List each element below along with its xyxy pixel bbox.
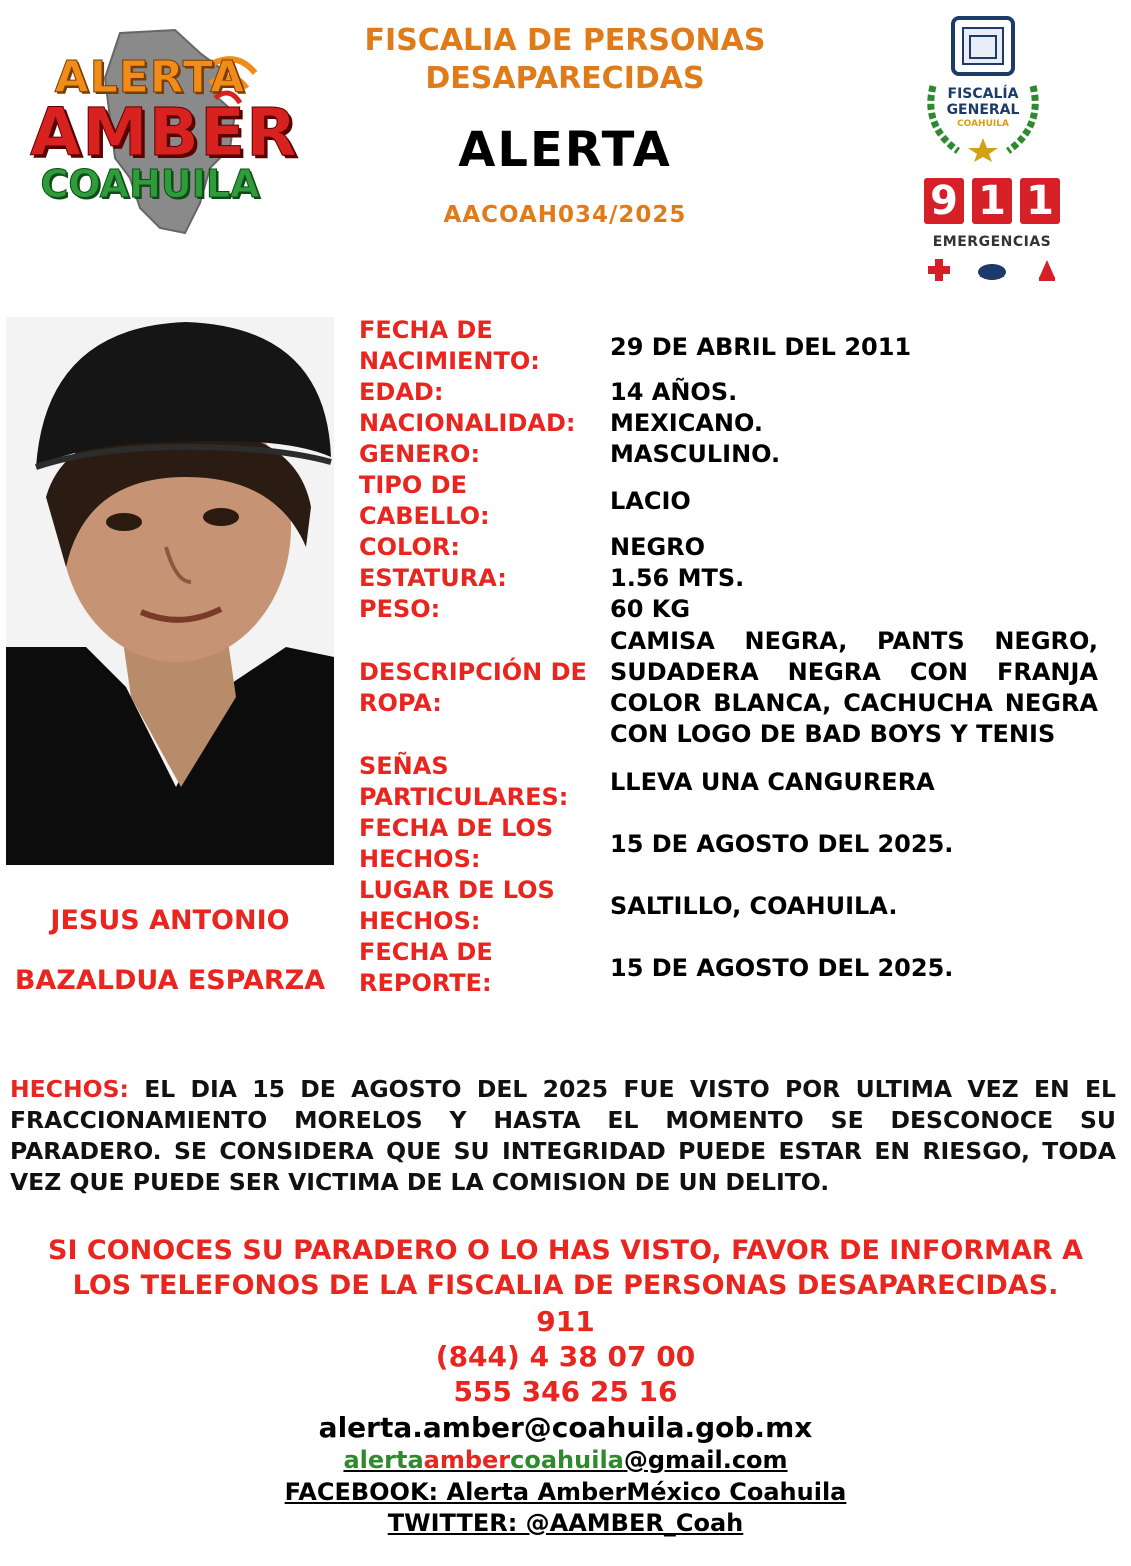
label-line: TIPO DE [359, 471, 467, 499]
digit-1b: 1 [1020, 178, 1060, 224]
gmail-part-coahuila: coahuila [510, 1446, 624, 1474]
field-value-tipo-cabello: LACIO [610, 487, 691, 515]
label-line: NACIMIENTO: [359, 347, 540, 375]
label-line: PARTICULARES: [359, 783, 569, 811]
amber-logo-alerta-text: ALERTA [54, 52, 246, 103]
call-to-action [20, 1233, 1111, 1303]
field-label-lugar-hechos [359, 875, 599, 937]
facebook-label: FACEBOOK [284, 1478, 429, 1506]
alerta-amber-coahuila-logo [30, 28, 298, 238]
alert-title: ALERTA [458, 122, 672, 178]
phone-911: 911 [536, 1305, 595, 1338]
police-cap-icon [978, 264, 1006, 280]
field-value-genero: MASCULINO. [610, 440, 781, 468]
gmail-part-alerta: alerta [343, 1446, 424, 1474]
field-label-edad: EDAD: [359, 378, 444, 406]
field-value-descripcion-ropa: CAMISA NEGRA, PANTS NEGRO, SUDADERA NEGRA CON FRANJA COLOR BLANCA, CACHUCHA NEGRA CON LOGO DE BAD BOYS Y TENIS [610, 627, 1098, 748]
field-label-fecha-nacimiento [359, 315, 599, 377]
organization-title-line1: FISCALIA DE PERSONAS [364, 23, 766, 58]
label-line: LUGAR DE LOS [359, 876, 555, 904]
hechos-label: HECHOS: [10, 1075, 129, 1103]
organization-title [300, 22, 830, 98]
emergencias-label: EMERGENCIAS [932, 234, 1052, 250]
field-value-fecha-hechos: 15 DE AGOSTO DEL 2025. [610, 830, 954, 858]
facebook-value: : Alerta AmberMéxico Coahuila [428, 1478, 847, 1506]
missing-person-photo [6, 317, 334, 865]
field-value-lugar-hechos: SALTILLO, COAHUILA. [610, 892, 898, 920]
label-line: CABELLO: [359, 502, 490, 530]
field-value-estatura: 1.56 MTS. [610, 564, 745, 592]
label-line: HECHOS: [359, 845, 481, 873]
person-name-line2: BAZALDUA ESPARZA [14, 965, 326, 996]
seal-coahuila-text: COAHUILA [957, 119, 1009, 129]
field-label-descripcion-ropa [359, 657, 599, 719]
field-label-estatura: ESTATURA: [359, 564, 507, 592]
label-line: FECHA DE LOS [359, 814, 554, 842]
field-label-senas-particulares [359, 751, 599, 813]
phone-fiscalia: (844) 4 38 07 00 [435, 1340, 696, 1373]
field-label-tipo-cabello [359, 470, 599, 532]
label-line: HECHOS: [359, 907, 481, 935]
digit-1a: 1 [972, 178, 1012, 224]
person-name-line1: JESUS ANTONIO [50, 905, 290, 936]
twitter-link[interactable]: TWITTER: @AAMBER_Coah [387, 1509, 744, 1537]
cta-line1: SI CONOCES SU PARADERO O LO HAS VISTO, FAVOR DE INFORMAR A [48, 1235, 1083, 1266]
fiscalia-general-seal [918, 16, 1048, 162]
hechos-text: EL DIA 15 DE AGOSTO DEL 2025 FUE VISTO POR ULTIMA VEZ EN EL FRACCIONAMIENTO MORELOS Y HASTA EL MOMENTO SE DESCONOCE SU PARADERO. SE CONSIDERA QUE SU INTEGRIDAD PUEDE ESTAR EN RIESGO, TODA VEZ QUE PUEDE SER VICTIMA DE LA COMISION DE UN DELITO. [10, 1075, 1116, 1194]
label-line: ROPA: [359, 689, 442, 717]
field-value-nacionalidad: MEXICANO. [610, 409, 763, 437]
field-value-color: NEGRO [610, 533, 706, 561]
field-value-peso: 60 KG [610, 595, 691, 623]
label-line: REPORTE: [359, 969, 492, 997]
field-label-genero: GENERO: [359, 440, 481, 468]
facebook-link[interactable] [200, 1478, 931, 1506]
organization-title-line2: DESAPARECIDAS [425, 61, 705, 96]
amber-logo-amber-text: AMBER [30, 94, 298, 171]
alert-code: AACOAH034/2025 [443, 202, 687, 228]
email-gmail-link[interactable] [200, 1446, 931, 1474]
seal-general-text: GENERAL [946, 102, 1020, 118]
digit-9: 9 [924, 178, 964, 224]
field-label-color: COLOR: [359, 533, 460, 561]
seal-fiscalia-text: FISCALÍA [947, 86, 1019, 102]
field-label-peso: PESO: [359, 595, 441, 623]
field-value-senas-particulares: LLEVA UNA CANGURERA [610, 768, 935, 796]
field-label-nacionalidad: NACIONALIDAD: [359, 409, 576, 437]
emergency-icons [922, 256, 1062, 282]
field-label-fecha-reporte [359, 937, 599, 999]
gmail-part-domain: @gmail.com [623, 1446, 788, 1474]
gmail-part-amber: amber [423, 1446, 511, 1474]
email-official[interactable]: alerta.amber@coahuila.gob.mx [318, 1411, 813, 1444]
label-line: SEÑAS [359, 752, 449, 780]
hechos-paragraph [10, 1074, 1116, 1194]
label-line: DESCRIPCIÓN DE [359, 658, 587, 686]
field-value-fecha-reporte: 15 DE AGOSTO DEL 2025. [610, 954, 954, 982]
label-line: FECHA DE [359, 316, 493, 344]
emergencias-911-logo [922, 178, 1062, 284]
phone-mobile: 555 346 25 16 [453, 1375, 678, 1408]
red-cross-icon [928, 259, 950, 281]
field-value-edad: 14 AÑOS. [610, 378, 738, 406]
cta-line2: LOS TELEFONOS DE LA FISCALIA DE PERSONAS DESAPARECIDAS. [72, 1270, 1059, 1301]
field-label-fecha-hechos [359, 813, 599, 875]
fire-icon [1039, 260, 1055, 281]
label-line: FECHA DE [359, 938, 493, 966]
field-value-fecha-nacimiento: 29 DE ABRIL DEL 2011 [610, 333, 912, 361]
amber-logo-coahuila-text: COAHUILA [40, 162, 260, 206]
